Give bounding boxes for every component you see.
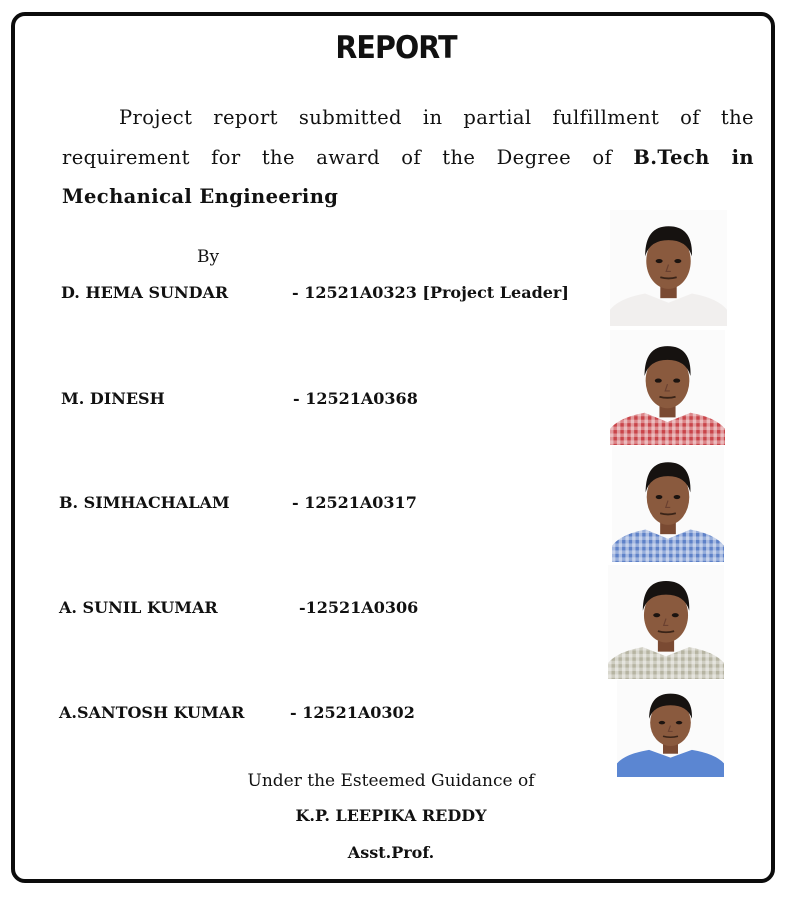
member-photo	[617, 680, 724, 777]
page-title: REPORT	[335, 30, 457, 66]
member-photo	[612, 446, 724, 562]
member-roll: - 12521A0317	[292, 493, 417, 512]
member-name: D. HEMA SUNDAR	[61, 283, 229, 302]
member-roll: - 12521A0368	[293, 389, 418, 408]
member-roll: - 12521A0323 [Project Leader]	[292, 283, 569, 302]
member-photo	[610, 330, 725, 445]
portrait-illustration	[617, 680, 724, 777]
member-name: A.SANTOSH KUMAR	[59, 703, 245, 722]
portrait-illustration	[612, 446, 724, 562]
portrait-illustration	[610, 210, 727, 326]
member-photo	[610, 210, 727, 326]
member-name: B. SIMHACHALAM	[59, 493, 230, 512]
guide-name: K.P. LEEPIKA REDDY	[295, 806, 487, 825]
portrait-illustration	[610, 330, 725, 445]
member-roll: -12521A0306	[299, 598, 419, 617]
intro-text: Project report submitted in partial fulfillment of the requirement for the award of the Degree of	[62, 106, 754, 169]
member-name: A. SUNIL KUMAR	[59, 598, 218, 617]
by-label: By	[197, 247, 220, 267]
portrait-illustration	[608, 565, 724, 679]
member-photo	[608, 565, 724, 679]
guidance-label: Under the Esteemed Guidance of	[247, 771, 535, 791]
guide-designation: Asst.Prof.	[347, 843, 435, 862]
intro-paragraph	[62, 98, 754, 217]
member-roll: - 12521A0302	[290, 703, 415, 722]
degree-name: B.Tech in Mechanical Engineering	[62, 145, 754, 208]
member-name: M. DINESH	[61, 389, 165, 408]
